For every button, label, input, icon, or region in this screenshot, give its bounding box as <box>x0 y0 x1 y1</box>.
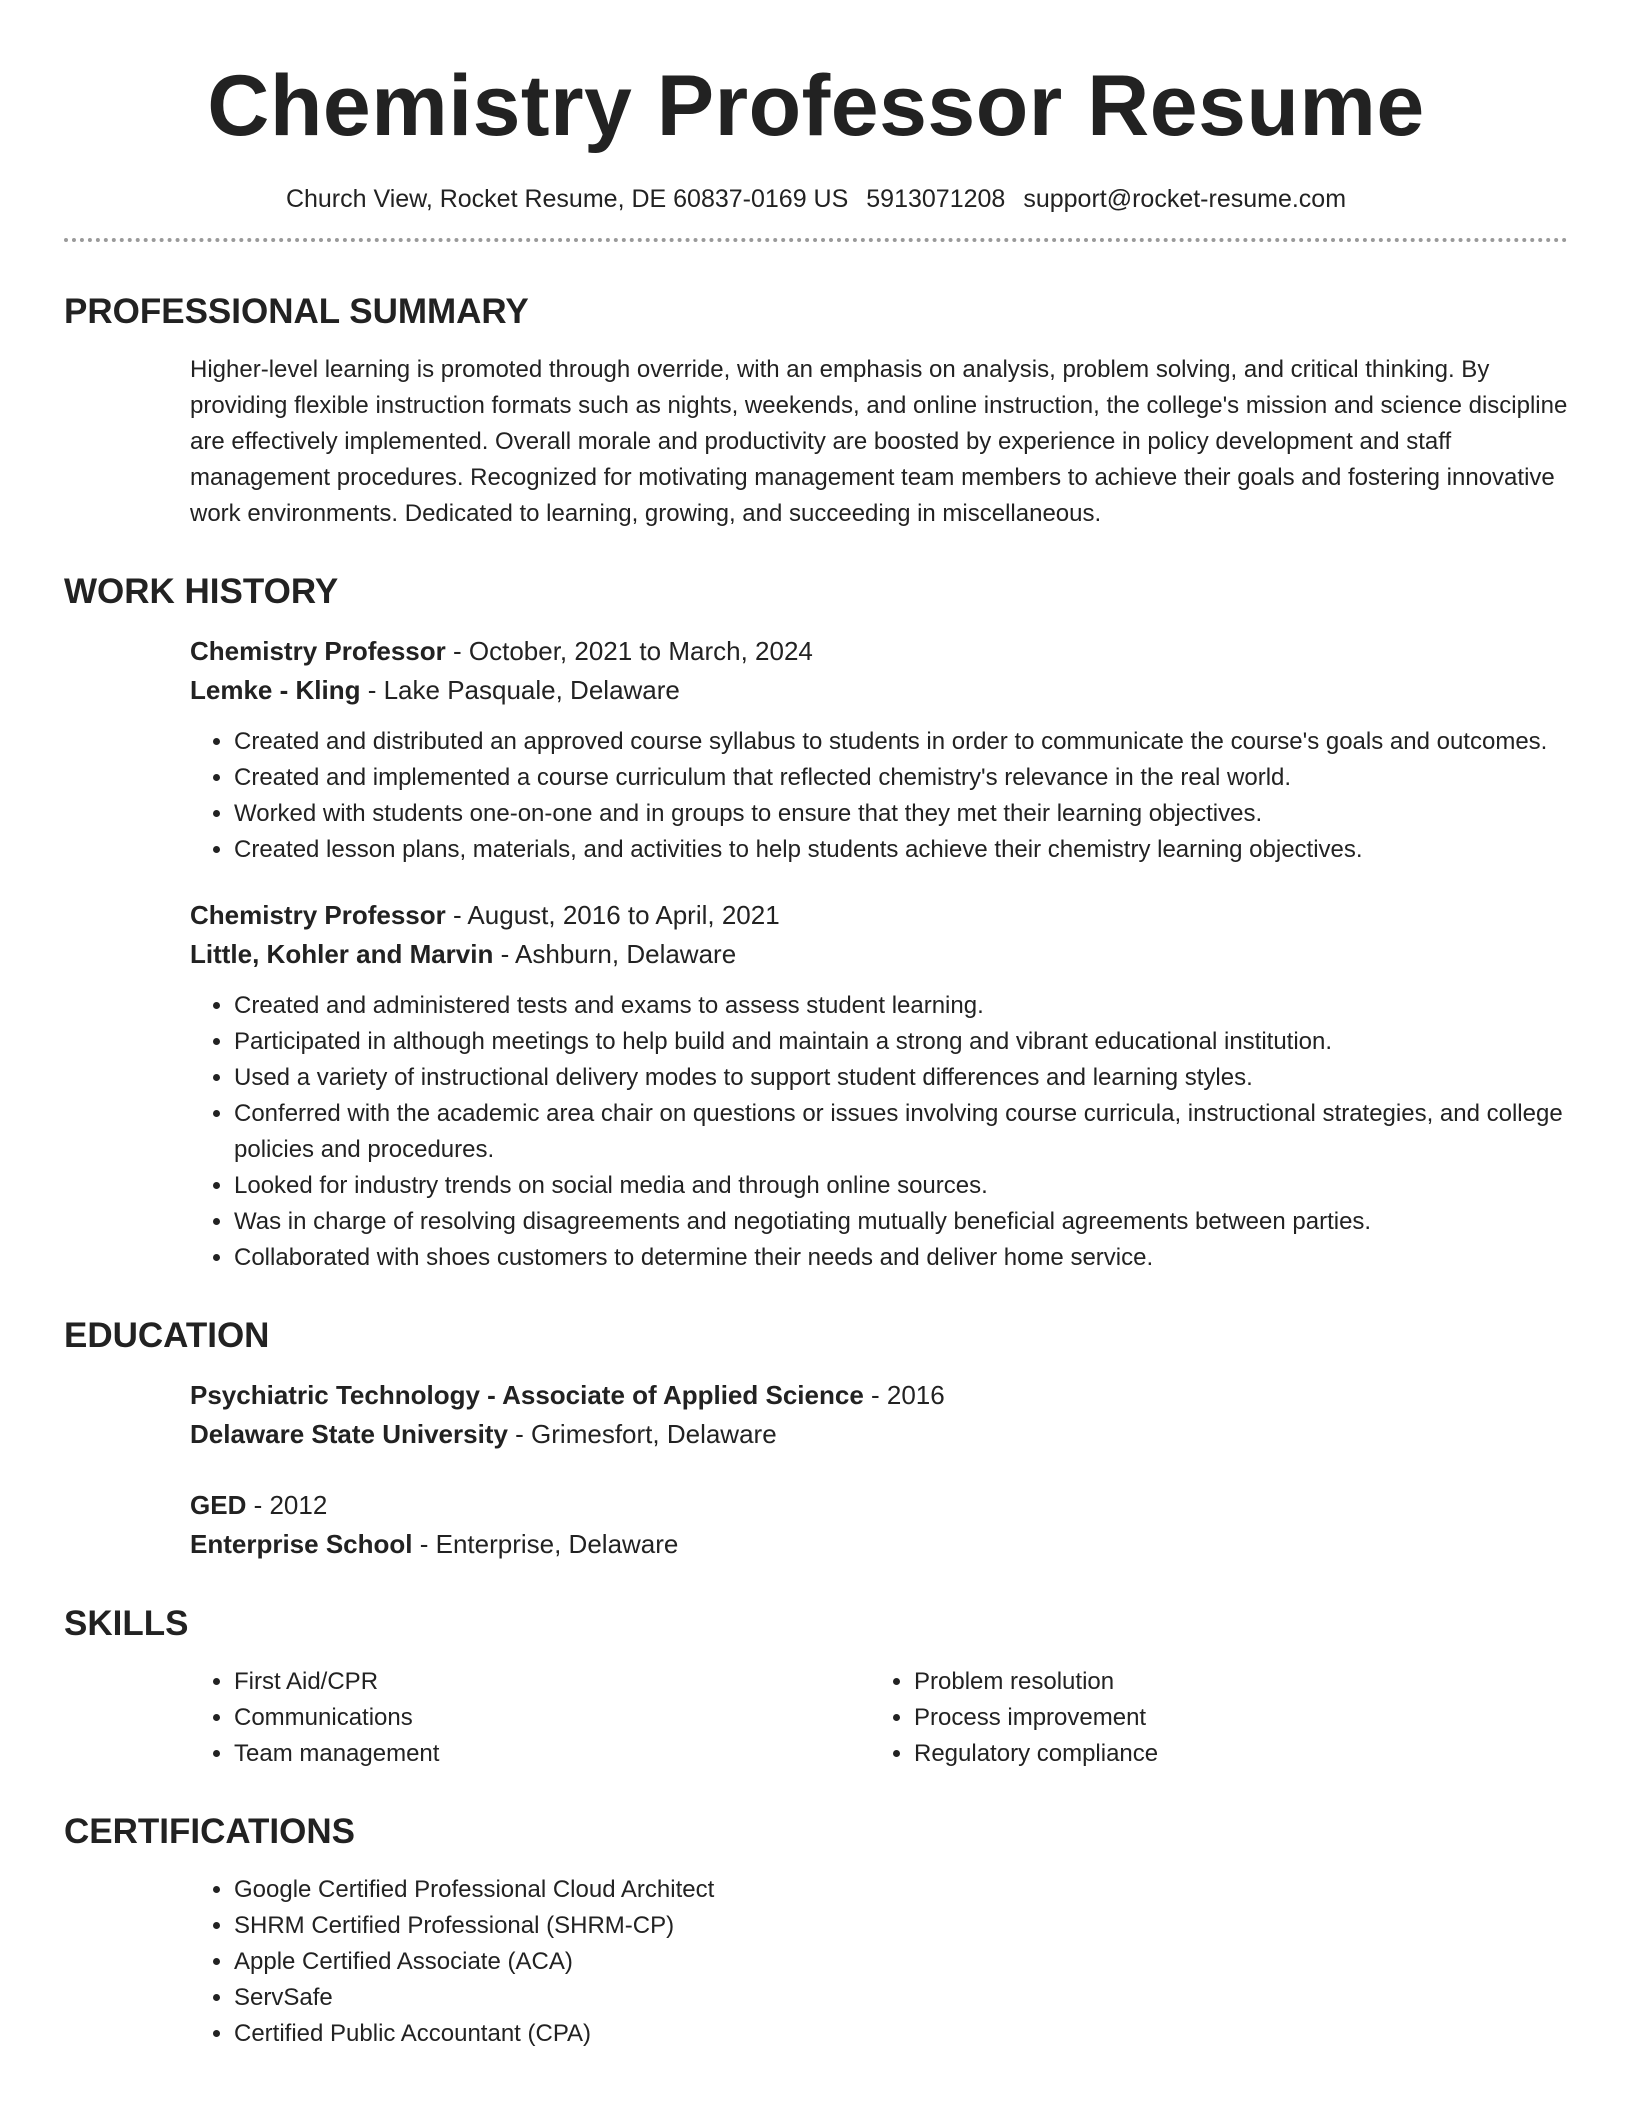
work-history-section <box>64 570 1568 1276</box>
work-history-heading: WORK HISTORY <box>64 572 339 611</box>
contact-phone: 5913071208 <box>866 185 1006 213</box>
job-bullet: • Conferred with the academic area chair on questions or issues involving course curricula, instructional strategies, and college policies and procedures. <box>234 1096 1568 1168</box>
work-history-body <box>190 632 1568 1276</box>
job-company-line <box>190 671 1568 710</box>
education-school-line <box>190 1415 1568 1454</box>
contact-address: Church View, Rocket Resume, DE 60837-0169 US <box>285 185 849 213</box>
skill-item: • Problem resolution <box>914 1664 1490 1700</box>
job-bullet: • Worked with students one-on-one and in groups to ensure that they met their learning objectives. <box>234 796 1568 832</box>
skills-grid <box>190 1664 1568 1772</box>
certifications-heading: CERTIFICATIONS <box>64 1812 356 1851</box>
education-degree-line <box>190 1376 1568 1415</box>
skills-column-left <box>190 1664 870 1772</box>
education-degree-line <box>190 1486 1568 1525</box>
job-entry <box>190 896 1568 1276</box>
skill-item: • Communications <box>234 1700 870 1736</box>
job-bullet: • Created and implemented a course curriculum that reflected chemistry's relevance in the real world. <box>234 760 1568 796</box>
job-company: Little, Kohler and Marvin <box>190 939 494 969</box>
education-body <box>190 1376 1568 1564</box>
header-divider <box>64 238 1568 242</box>
education-heading: EDUCATION <box>64 1316 270 1355</box>
job-title: Chemistry Professor <box>190 636 446 666</box>
job-company-line <box>190 935 1568 974</box>
job-bullets <box>190 988 1568 1276</box>
job-bullet: • Used a variety of instructional delivery modes to support student differences and learning styles. <box>234 1060 1568 1096</box>
job-company: Lemke - Kling <box>190 675 361 705</box>
education-section <box>64 1314 1568 1564</box>
summary-section <box>64 290 1568 532</box>
job-title: Chemistry Professor <box>190 900 446 930</box>
job-title-line <box>190 896 1568 935</box>
education-year: - 2016 <box>863 1380 945 1410</box>
contact-email: support@rocket-resume.com <box>1023 185 1347 213</box>
certification-item: • ServSafe <box>234 1980 1568 2016</box>
certifications-section <box>64 1810 1568 2052</box>
job-bullet: • Participated in although meetings to help build and maintain a strong and vibrant educational institution. <box>234 1024 1568 1060</box>
skill-item: • First Aid/CPR <box>234 1664 870 1700</box>
education-school: Delaware State University <box>190 1419 508 1449</box>
summary-body <box>190 352 1568 532</box>
summary-heading: PROFESSIONAL SUMMARY <box>64 292 529 331</box>
education-school-line <box>190 1525 1568 1564</box>
job-title-line <box>190 632 1568 671</box>
education-degree: Psychiatric Technology - Associate of Applied Science <box>190 1380 864 1410</box>
skills-body <box>190 1664 1568 1772</box>
certification-item: • Google Certified Professional Cloud Architect <box>234 1872 1568 1908</box>
job-location: - Ashburn, Delaware <box>493 939 737 969</box>
job-bullet: • Was in charge of resolving disagreements and negotiating mutually beneficial agreements between parties. <box>234 1204 1568 1240</box>
job-bullet: • Created and administered tests and exams to assess student learning. <box>234 988 1568 1024</box>
certifications-list <box>190 1872 1568 2052</box>
education-degree: GED <box>190 1490 247 1520</box>
education-location: - Enterprise, Delaware <box>412 1529 679 1559</box>
job-location: - Lake Pasquale, Delaware <box>360 675 680 705</box>
job-bullet: • Looked for industry trends on social media and through online sources. <box>234 1168 1568 1204</box>
skills-section <box>64 1602 1568 1772</box>
contact-line <box>64 182 1568 216</box>
job-dates: - August, 2016 to April, 2021 <box>445 900 780 930</box>
certification-item: • Apple Certified Associate (ACA) <box>234 1944 1568 1980</box>
skills-column-right <box>870 1664 1490 1772</box>
job-bullet: • Collaborated with shoes customers to determine their needs and deliver home service. <box>234 1240 1568 1276</box>
education-year: - 2012 <box>246 1490 328 1520</box>
skill-item: • Team management <box>234 1736 870 1772</box>
education-entry <box>190 1376 1568 1454</box>
education-entry <box>190 1486 1568 1564</box>
job-bullets <box>190 724 1568 868</box>
skills-heading: SKILLS <box>64 1604 189 1643</box>
skill-item: • Regulatory compliance <box>914 1736 1490 1772</box>
certifications-body <box>190 1872 1568 2052</box>
certification-item: • Certified Public Accountant (CPA) <box>234 2016 1568 2052</box>
certification-item: • SHRM Certified Professional (SHRM-CP) <box>234 1908 1568 1944</box>
skill-item: • Process improvement <box>914 1700 1490 1736</box>
job-bullet: • Created and distributed an approved course syllabus to students in order to communicate the course's goals and outcomes. <box>234 724 1568 760</box>
job-bullet: • Created lesson plans, materials, and activities to help students achieve their chemistry learning objectives. <box>234 832 1568 868</box>
resume-title: Chemistry Professor Resume <box>207 58 1425 154</box>
education-location: - Grimesfort, Delaware <box>507 1419 777 1449</box>
education-school: Enterprise School <box>190 1529 413 1559</box>
job-entry <box>190 632 1568 868</box>
summary-text: Higher-level learning is promoted through override, with an emphasis on analysis, problem solving, and critical thinking. By providing flexible instruction formats such as nights, weekends, and online instruction, the college's mission and science discipline are effectively implemented. Overall morale and productivity are boosted by experience in policy development and staff management procedures. Recognized for motivating management team members to achieve their goals and fostering innovative work environments. Dedicated to learning, growing, and succeeding in miscellaneous. <box>190 356 1568 527</box>
job-dates: - October, 2021 to March, 2024 <box>445 636 813 666</box>
